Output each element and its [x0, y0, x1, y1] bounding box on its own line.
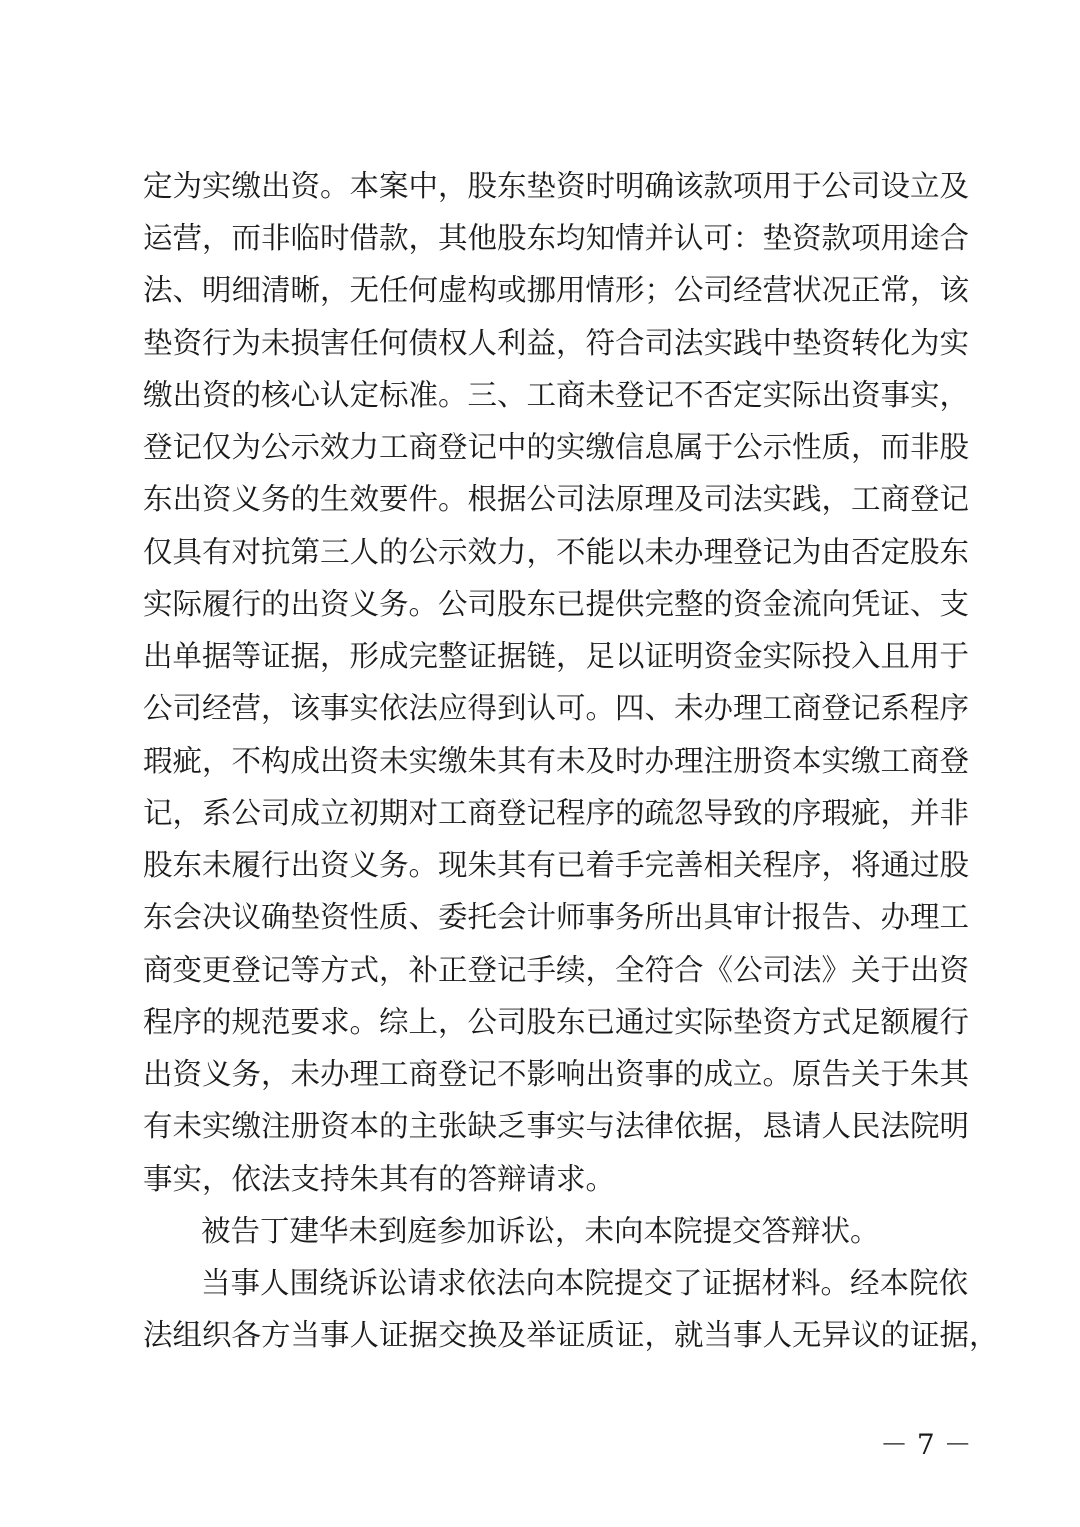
paragraph-line: 缴出资的核心认定标准。三、工商未登记不否定实际出资事实，: [143, 378, 970, 412]
paragraph-line: 被告丁建华未到庭参加诉讼，未向本院提交答辩状。: [201, 1214, 880, 1248]
paragraph-line: 记，系公司成立初期对工商登记程序的疏忽导致的序瑕疵，并非: [143, 796, 970, 830]
paragraph-line: 东出资义务的生效要件。根据公司法原理及司法实践，工商登记: [143, 482, 970, 516]
paragraph-line: 股东未履行出资义务。现朱其有已着手完善相关程序，将通过股: [143, 848, 970, 882]
paragraph-line: 仅具有对抗第三人的公示效力，不能以未办理登记为由否定股东: [143, 535, 970, 569]
paragraph-line: 法、明细清晰，无任何虚构或挪用情形；公司经营状况正常，该: [143, 273, 970, 307]
paragraph-line: 程序的规范要求。综上，公司股东已通过实际垫资方式足额履行: [143, 1005, 970, 1039]
page-number: － 7 －: [880, 1428, 972, 1461]
paragraph-line: 定为实缴出资。本案中，股东垫资时明确该款项用于公司设立及: [143, 169, 970, 203]
paragraph-line: 事实，依法支持朱其有的答辩请求。: [143, 1162, 616, 1196]
paragraph-line: 东会决议确垫资性质、委托会计师事务所出具审计报告、办理工: [143, 900, 970, 934]
paragraph-line: 出单据等证据，形成完整证据链，足以证明资金实际投入且用于: [143, 639, 970, 673]
paragraph-line: 登记仅为公示效力工商登记中的实缴信息属于公示性质，而非股: [143, 430, 970, 464]
paragraph-line: 法组织各方当事人证据交换及举证质证，就当事人无异议的证据，: [143, 1318, 999, 1352]
paragraph-line: 当事人围绕诉讼请求依法向本院提交了证据材料。经本院依: [201, 1266, 969, 1300]
paragraph-line: 出资义务，未办理工商登记不影响出资事的成立。原告关于朱其: [143, 1057, 970, 1091]
paragraph-line: 公司经营，该事实依法应得到认可。四、未办理工商登记系程序: [143, 691, 970, 725]
paragraph-line: 垫资行为未损害任何债权人利益，符合司法实践中垫资转化为实: [143, 326, 970, 360]
paragraph-line: 商变更登记等方式，补正登记手续，全符合《公司法》关于出资: [143, 953, 970, 987]
paragraph-line: 瑕疵，不构成出资未实缴朱其有未及时办理注册资本实缴工商登: [143, 744, 970, 778]
paragraph-line: 运营，而非临时借款，其他股东均知情并认可：垫资款项用途合: [143, 221, 970, 255]
paragraph-line: 有未实缴注册资本的主张缺乏事实与法律依据，恳请人民法院明: [143, 1109, 970, 1143]
paragraph-line: 实际履行的出资义务。公司股东已提供完整的资金流向凭证、支: [143, 587, 970, 621]
